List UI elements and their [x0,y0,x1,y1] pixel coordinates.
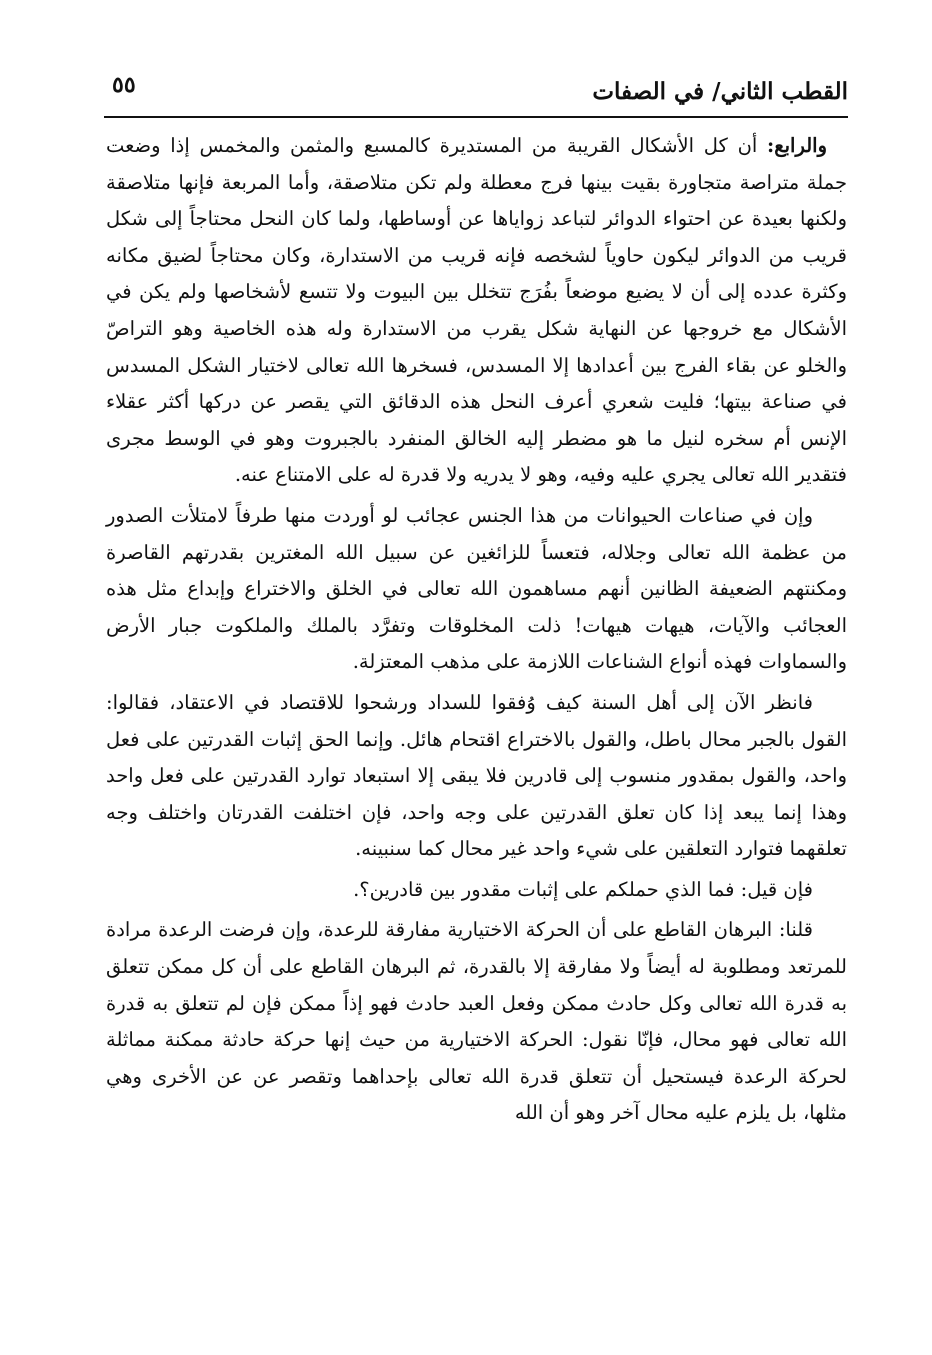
paragraph-text: فإن قيل: فما الذي حملكم على إثبات مقدور بين قادرين؟. [353,877,813,901]
running-head: القطب الثاني/ في الصفات [592,78,848,105]
page-number: ٥٥ [112,72,136,98]
paragraph-text: أن كل الأشكال القريبة من المستديرة كالمسبع والمثمن والمخمس إذا وضعت جملة متراصة متجاورة بقيت بينها فرج معطلة ولم تكن متلاصقة، وأما المربعة فإنها متلاصقة ولكنها بعيدة عن احتواء الدوائر لتباعد زواياها عن أوساطها، ولما كان النحل محتاجاً إلى شكل قريب من الدوائر ليكون حاوياً لشخصه فإنه قريب من الاستدارة، وكان محتاجاً لضيق مكانه وكثرة عدده إلى أن لا يضيع موضعاً بفُرَج تتخلل بين البيوت ولا تتسع لأشخاصها ولم يكن في الأشكال مع خروجها عن النهاية شكل يقرب من الاستدارة وله هذه الخاصية وهو التراصّ والخلو عن بقاء الفرج بين أعدادها إلا المسدس، فسخرها الله تعالى لاختيار الشكل المسدس في صناعة بيتها؛ فليت شعري أعرف النحل هذه الدقائق التي يقصر عن دركها أكثر عقلاء الإنس أم سخره لنيل ما هو مضطر إليه الخالق المنفرد بالجبروت وهو في الوسط مجرى فتقدير الله تعالى يجري عليه وفيه، وهو لا يدريه ولا قدرة له على الامتناع عنه. [106,134,847,487]
body-text [106,128,847,1136]
page-header [104,70,848,114]
header-rule [104,116,848,118]
paragraph [106,685,847,868]
paragraph [106,498,847,681]
paragraph-text: وإن في صناعات الحيوانات من هذا الجنس عجائب لو أوردت منها طرفاً لامتلأت الصدور من عظمة الله تعالى وجلاله، فتعساً للزائغين عن سبيل الله المغترين بقدرتهم القاصرة ومكنتهم الضعيفة الظانين أنهم مساهمون الله تعالى في الخلق والاختراع وإبداع مثل هذه العجائب والآيات، هيهات هيهات! ذلت المخلوقات وتفرَّد بالملك والملكوت جبار الأرض والسماوات فهذه أنواع الشناعات اللازمة على مذهب المعتزلة. [106,503,847,674]
paragraph [106,912,847,1132]
paragraph [106,128,847,494]
paragraph [106,872,847,909]
paragraph-text: قلنا: البرهان القاطع على أن الحركة الاختيارية مفارقة للرعدة، وإن فرضت الرعدة مرادة للمرتعد ومطلوبة له أيضاً ولا مفارقة إلا بالقدرة، ثم البرهان القاطع على أن كل ممكن تتعلق به قدرة الله تعالى وكل حادث ممكن وفعل العبد حادث فهو إذاً ممكن فإن لم تتعلق به قدرة الله تعالى فهو محال، فإنّا نقول: الحركة الاختيارية من حيث إنها حركة حادثة ممكنة مماثلة لحركة الرعدة فيستحيل أن تتعلق قدرة الله تعالى بإحداهما وتقصر عن عن الأخرى وهي مثلها، بل يلزم عليه محال آخر وهو أن الله [106,918,847,1125]
paragraph-text: فانظر الآن إلى أهل السنة كيف وُفقوا للسداد ورشحوا للاقتصاد في الاعتقاد، فقالوا: القول بالجبر محال باطل، والقول بالاختراع اقتحام هائل. وإنما الحق إثبات القدرتين على فعل واحد، والقول بمقدور منسوب إلى قادرين فلا يبقى إلا استبعاد توارد القدرتين على فعل واحد وهذا إنما يبعد إذا كان تعلق القدرتين على وجه واحد، فإن اختلفت القدرتان واختلف وجه تعلقهما فتوارد التعلقين على شيء واحد غير محال كما سنبينه. [106,690,847,861]
paragraph-label: والرابع: [767,134,827,157]
